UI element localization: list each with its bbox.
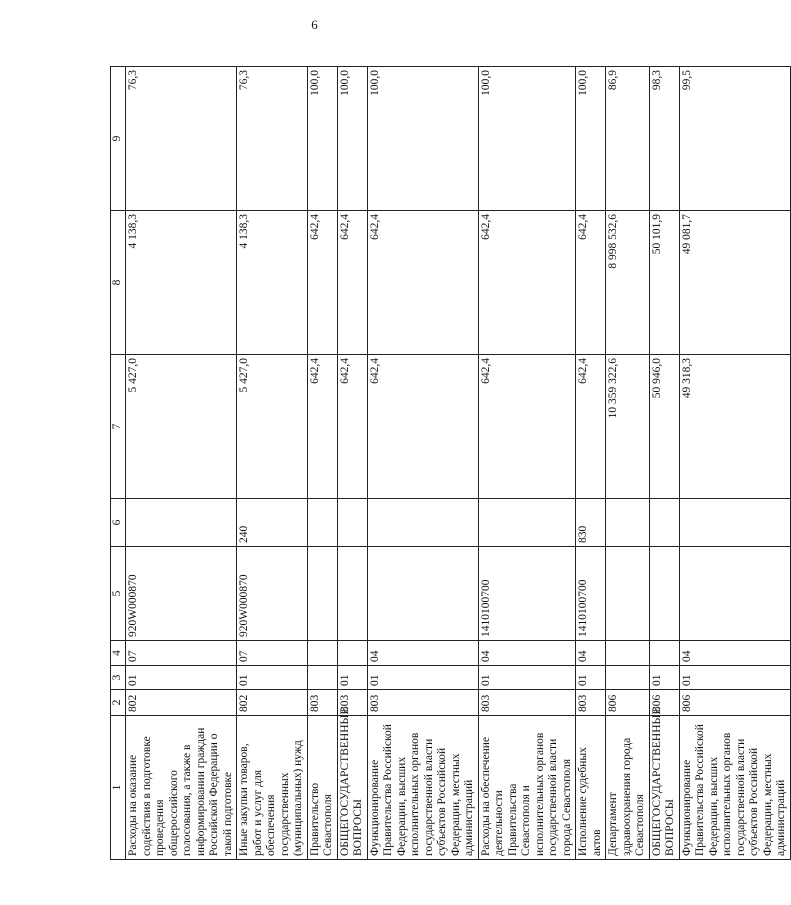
table-row (237, 67, 308, 860)
cell-section (606, 666, 650, 690)
cell-subsection: 07 (126, 641, 237, 666)
table-row (679, 67, 790, 860)
cell-admin: 802 (126, 690, 237, 716)
cell-section: 01 (367, 666, 478, 690)
cell-actual: 4 138,3 (237, 211, 308, 355)
row-name: Функционирование Правительства Российской Федерации, высших исполнительных органов государственной власти субъектов Российской Федерации, местных администраций (367, 716, 478, 860)
cell-percent: 76,3 (237, 67, 308, 211)
cell-actual: 642,4 (367, 211, 478, 355)
cell-actual: 642,4 (478, 211, 576, 355)
cell-expense-type (606, 499, 650, 547)
cell-expense-type: 830 (576, 499, 606, 547)
cell-plan: 642,4 (337, 355, 367, 499)
cell-admin: 802 (237, 690, 308, 716)
row-name: ОБЩЕГОСУДАРСТВЕННЫЕ ВОПРОСЫ (337, 716, 367, 860)
cell-admin: 803 (367, 690, 478, 716)
table-row (478, 67, 576, 860)
cell-expense-type (478, 499, 576, 547)
cell-subsection: 04 (478, 641, 576, 666)
cell-plan: 5 427,0 (237, 355, 308, 499)
row-name: Правительство Севастополя (307, 716, 337, 860)
cell-plan: 642,4 (478, 355, 576, 499)
cell-target (679, 547, 790, 641)
cell-target (606, 547, 650, 641)
cell-percent: 86,9 (606, 67, 650, 211)
cell-section: 01 (237, 666, 308, 690)
cell-target (307, 547, 337, 641)
col-header: 1 (111, 716, 126, 860)
cell-percent: 98,3 (649, 67, 679, 211)
cell-section (307, 666, 337, 690)
row-name: Расходы на оказание содействия в подготовке проведения общероссийского голосования, а также в информировании граждан Российской Федерации о такой подготовке (126, 716, 237, 860)
cell-actual: 8 998 532,6 (606, 211, 650, 355)
cell-subsection: 04 (679, 641, 790, 666)
cell-admin: 803 (576, 690, 606, 716)
cell-section: 01 (679, 666, 790, 690)
table-row (606, 67, 650, 860)
table-row (126, 67, 237, 860)
cell-percent: 99,5 (679, 67, 790, 211)
cell-subsection (307, 641, 337, 666)
cell-plan: 10 359 322,6 (606, 355, 650, 499)
row-name: Иные закупки товаров, работ и услуг для обеспечения государственных (муниципальных) нужд (237, 716, 308, 860)
rotated-table-container (110, 67, 787, 860)
cell-target: 920W000870 (237, 547, 308, 641)
cell-percent: 100,0 (337, 67, 367, 211)
cell-admin: 806 (649, 690, 679, 716)
cell-admin: 803 (478, 690, 576, 716)
cell-percent: 100,0 (478, 67, 576, 211)
row-name: Расходы на обеспечение деятельности Правительства Севастополя и исполнительных органов государственной власти города Севастополя (478, 716, 576, 860)
table-row (307, 67, 337, 860)
table-row (576, 67, 606, 860)
col-header: 5 (111, 547, 126, 641)
cell-target: 1410100700 (478, 547, 576, 641)
cell-percent: 100,0 (307, 67, 337, 211)
cell-expense-type (337, 499, 367, 547)
cell-plan: 49 318,3 (679, 355, 790, 499)
cell-expense-type (307, 499, 337, 547)
cell-subsection (606, 641, 650, 666)
cell-subsection: 04 (367, 641, 478, 666)
cell-section: 01 (649, 666, 679, 690)
cell-target (367, 547, 478, 641)
cell-plan: 642,4 (367, 355, 478, 499)
cell-plan: 642,4 (576, 355, 606, 499)
cell-expense-type (649, 499, 679, 547)
cell-target: 920W000870 (126, 547, 237, 641)
col-header: 4 (111, 641, 126, 666)
cell-actual: 49 081,7 (679, 211, 790, 355)
table-row (367, 67, 478, 860)
cell-expense-type (367, 499, 478, 547)
row-name: Функционирование Правительства Российской Федерации, высших исполнительных органов государственной власти субъектов Российской Федерации, местных администраций (679, 716, 790, 860)
budget-table (110, 66, 791, 860)
cell-subsection: 07 (237, 641, 308, 666)
cell-subsection (649, 641, 679, 666)
col-header: 7 (111, 355, 126, 499)
cell-actual: 4 138,3 (126, 211, 237, 355)
cell-expense-type: 240 (237, 499, 308, 547)
cell-actual: 642,4 (576, 211, 606, 355)
cell-actual: 642,4 (337, 211, 367, 355)
cell-target (649, 547, 679, 641)
table-header-row (111, 67, 126, 860)
cell-subsection (337, 641, 367, 666)
cell-percent: 100,0 (367, 67, 478, 211)
cell-admin: 803 (337, 690, 367, 716)
row-name: ОБЩЕГОСУДАРСТВЕННЫЕ ВОПРОСЫ (649, 716, 679, 860)
cell-section: 01 (126, 666, 237, 690)
col-header: 2 (111, 690, 126, 716)
cell-admin: 806 (679, 690, 790, 716)
cell-plan: 642,4 (307, 355, 337, 499)
cell-admin: 803 (307, 690, 337, 716)
cell-section: 01 (576, 666, 606, 690)
page-number: 6 (311, 17, 318, 32)
col-header: 3 (111, 666, 126, 690)
table-row (649, 67, 679, 860)
col-header: 9 (111, 67, 126, 211)
cell-actual: 50 101,9 (649, 211, 679, 355)
cell-section: 01 (337, 666, 367, 690)
cell-target (337, 547, 367, 641)
cell-target: 1410100700 (576, 547, 606, 641)
cell-expense-type (126, 499, 237, 547)
cell-subsection: 04 (576, 641, 606, 666)
table-row (337, 67, 367, 860)
col-header: 8 (111, 211, 126, 355)
cell-plan: 5 427,0 (126, 355, 237, 499)
cell-percent: 76,3 (126, 67, 237, 211)
cell-admin: 806 (606, 690, 650, 716)
row-name: Исполнение судебных актов (576, 716, 606, 860)
col-header: 6 (111, 499, 126, 547)
cell-section: 01 (478, 666, 576, 690)
cell-plan: 50 946,0 (649, 355, 679, 499)
cell-actual: 642,4 (307, 211, 337, 355)
cell-percent: 100,0 (576, 67, 606, 211)
cell-expense-type (679, 499, 790, 547)
row-name: Департамент здравоохранения города Севастополя (606, 716, 650, 860)
